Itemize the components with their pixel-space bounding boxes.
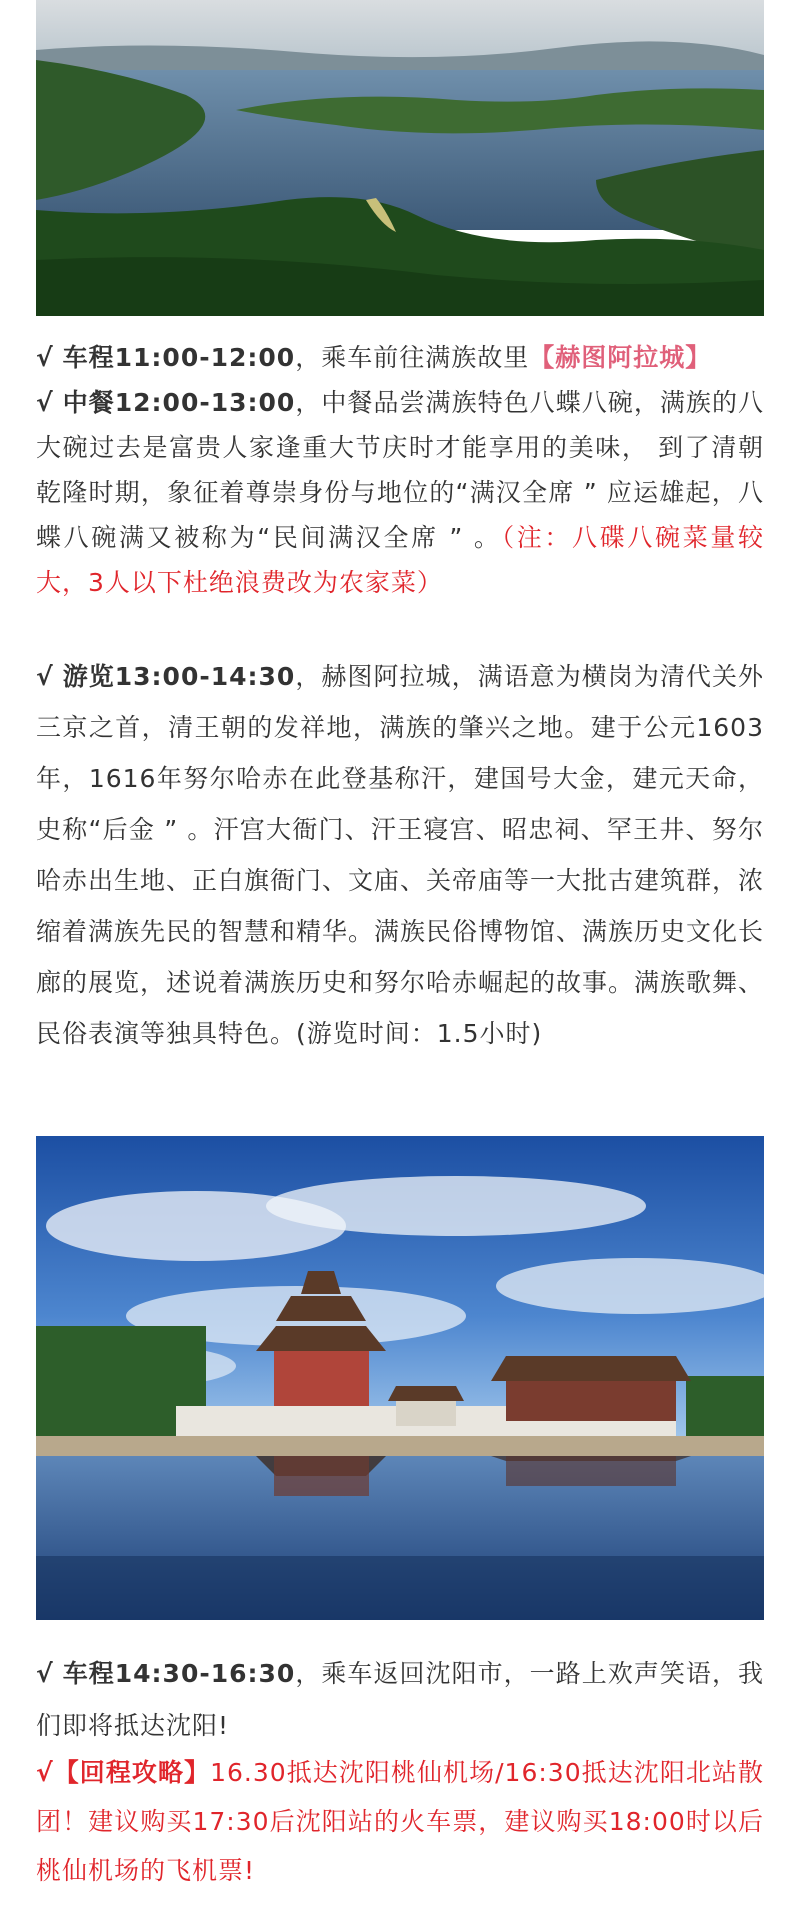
- lake-landscape-photo: [36, 0, 764, 316]
- item-text: ，赫图阿拉城，满语意为横岗为清代关外三京之首，清王朝的发祥地，满族的肇兴之地。建于公元1603年，1616年努尔哈赤在此登基称汗，建国号大金，建元天命，史称“后金 ” 。汗宫大衙门、汗王寝宫、昭忠祠、罕王井、努尔哈赤出生地、正白旗衙门、文庙、关帝庙等一大批古建筑群，浓缩着满族先民的智慧和精华。满族民俗博物馆、满族历史文化长廊的展览，述说着满族历史和努尔哈赤崛起的故事。满族歌舞、民俗表演等独具特色。(游览时间：1.5小时): [36, 662, 765, 1048]
- time-label: 车程11:00-12:00: [62, 343, 296, 372]
- check-icon: √: [36, 1758, 54, 1787]
- itinerary-item-transfer-2: [36, 1648, 764, 1752]
- time-label: 中餐12:00-13:00: [62, 388, 296, 417]
- time-label: 车程14:30-16:30: [62, 1659, 296, 1688]
- check-icon: √: [36, 343, 54, 372]
- itinerary-item-sightseeing: [36, 651, 764, 1059]
- meal-note: （注：八碟八碗菜量较大，3人以下杜绝浪费改为农家菜）: [36, 523, 764, 597]
- destination-highlight: 【赫图阿拉城】: [529, 343, 712, 372]
- check-icon: √: [36, 388, 54, 417]
- item-text: ，中餐品尝满族特色八蝶八碗，满族的八大碗过去是富贵人家逢重大节庆时才能享用的美味， 到了清朝乾隆时期，象征着尊崇身份与地位的“满汉全席 ” 应运雄起，八蝶八碗满又被称为“民间满汉全席 ” 。: [36, 388, 764, 552]
- itinerary-item-transfer-1: [36, 335, 764, 380]
- item-text: ，乘车前往满族故里: [295, 343, 530, 372]
- item-text: ，乘车返回沈阳市，一路上欢声笑语，我们即将抵达沈阳!: [36, 1659, 764, 1740]
- itinerary-item-lunch: [36, 380, 764, 605]
- return-guide-label: 【回程攻略】: [53, 1758, 211, 1787]
- palace-photo: [36, 1136, 764, 1620]
- check-icon: √: [36, 662, 54, 691]
- return-guide-text: 16.30抵达沈阳桃仙机场/16:30抵达沈阳北站散团！建议购买17:30后沈阳站的火车票，建议购买18:00时以后桃仙机场的飞机票!: [36, 1758, 765, 1885]
- return-guide: [36, 1748, 764, 1895]
- check-icon: √: [36, 1659, 54, 1688]
- time-label: 游览13:00-14:30: [62, 662, 296, 691]
